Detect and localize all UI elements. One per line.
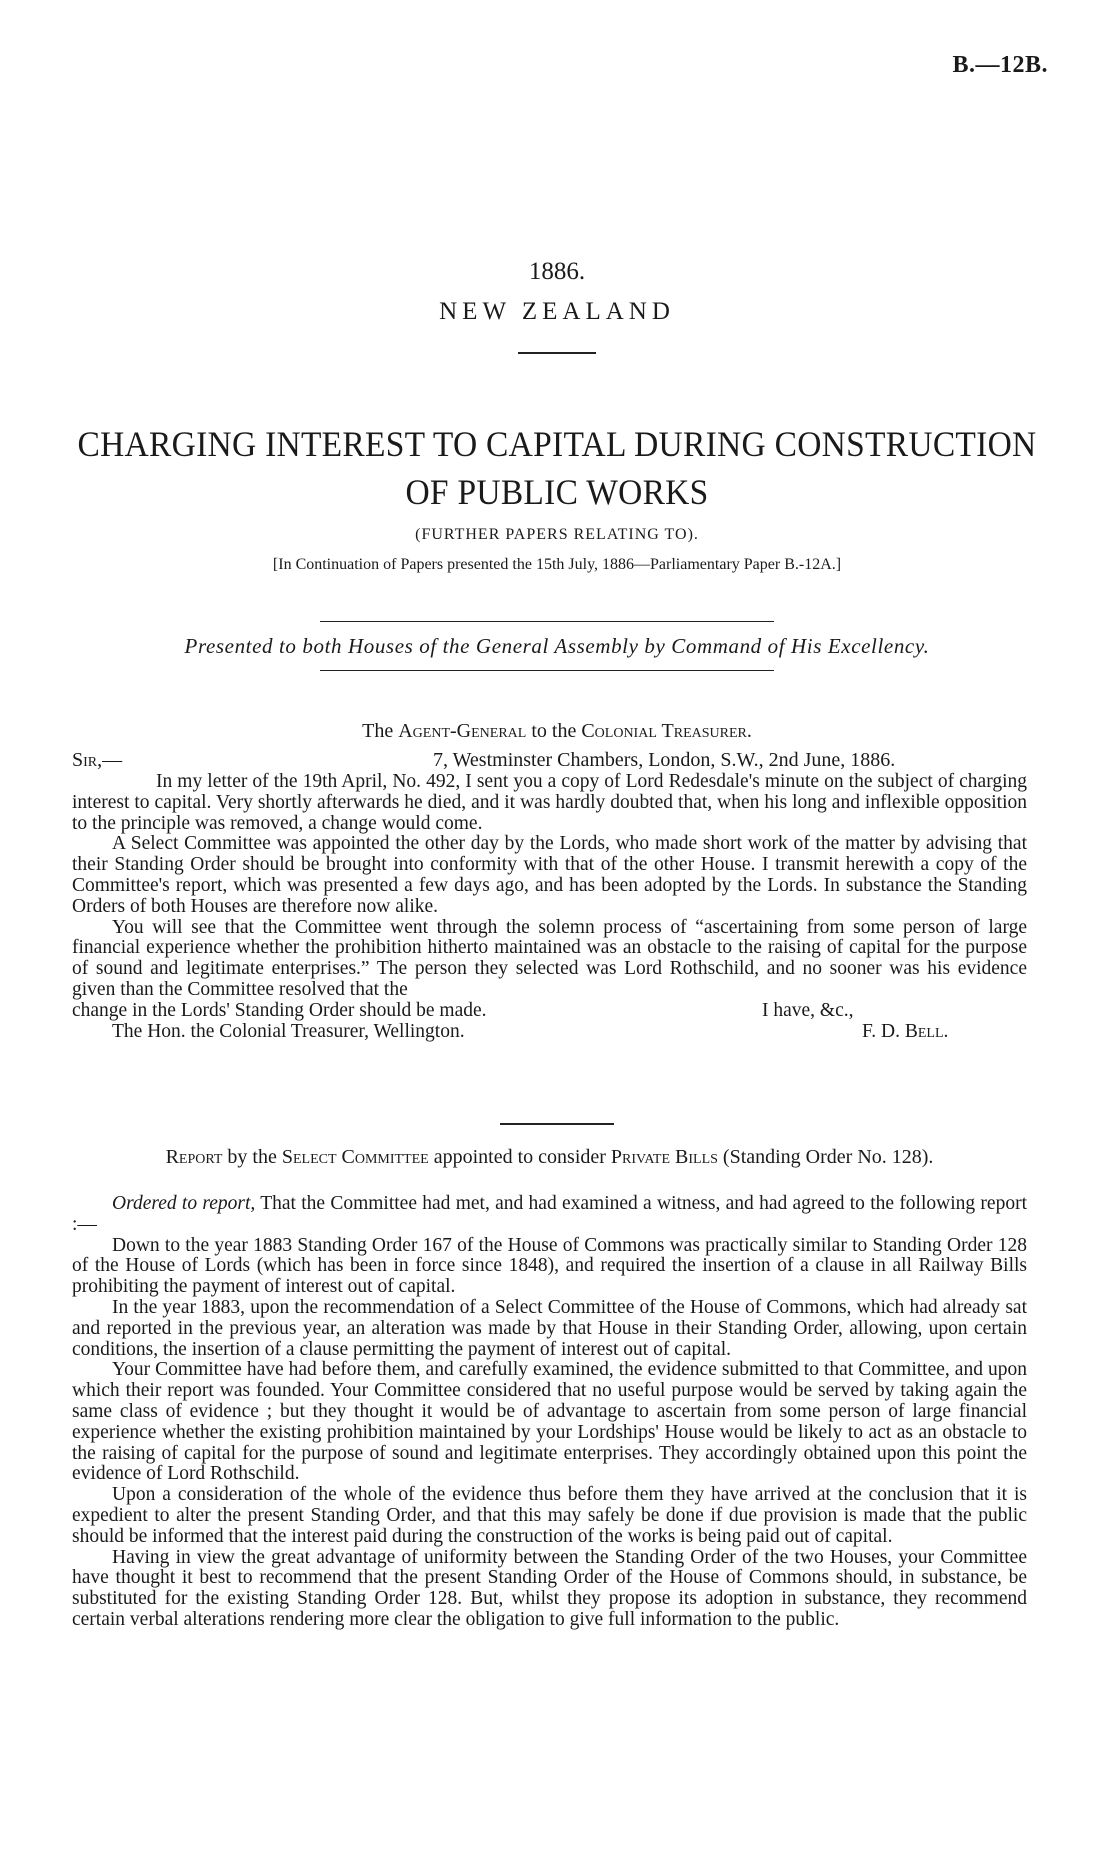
letter-paragraph: A Select Committee was appointed the other day by the Lords, who made short work of the matter by advising that their Standing Order should be brought into conformity with that of the other House. I transmit herewith a copy of the Committee's report, which was presented a few days ago, and has been adopted by the Lords. In substance the Standing Orders of both Houses are therefore now alike.	[72, 833, 1027, 917]
report-paragraph: Having in view the great advantage of uniformity between the Standing Order of the two Houses, your Committee have thought it best to recommend that the present Standing Order of the House of Commons should, in substance, be substituted for the existing Standing Order 128. But, whilst they propose its adoption in substance, they recommend certain verbal alterations rendering more clear the obligation to give full information to the public.	[72, 1546, 1027, 1630]
report-heading-by: by the	[227, 1146, 277, 1168]
report-paragraph: In the year 1883, upon the recommendation of a Select Committee of the House of Commons, which had already sat and reported in the previous year, an alteration was made by that House in their Standing Order, allowing, upon certain conditions, the insertion of a clause permitting the payment of interest out of capital.	[72, 1296, 1027, 1360]
document-title	[39, 420, 1075, 516]
document-year: 1886.	[528, 258, 586, 285]
report-heading-end: (Standing Order No. 128).	[722, 1146, 934, 1168]
closing-phrase: I have, &c.,	[762, 999, 854, 1021]
ordered-italic: Ordered to report,	[112, 1193, 256, 1214]
report-body	[72, 1194, 1027, 1631]
letter-addressee: The Hon. the Colonial Treasurer, Wellington.	[112, 1020, 465, 1042]
letter-signature: F. D. Bell.	[862, 1020, 949, 1042]
letter-sender: Agent-General	[398, 720, 527, 742]
report-paragraph: Your Committee have had before them, and carefully examined, the evidence submitted to that Committee, and upon which their report was founded. Your Committee considered that no useful purpose would be served by taking again the same class of evidence ; but they thought it would be of advantage to ascertain from some person of large financial experience whether the existing prohibition maintained by your Lordships' House would be likely to act as an obstacle to the raising of capital for the purpose of sound and legitimate enterprises. They accordingly obtained upon this point the evidence of Lord Rothschild.	[72, 1359, 1027, 1485]
report-heading-word: Report	[165, 1146, 223, 1168]
letter-salutation: Sir,—	[72, 749, 123, 771]
letter-paragraph: You will see that the Committee went through the solemn process of “ascertaining from some person of large financial experience whether the prohibition hitherto maintained was an obstacle to the raising of capital for the purpose of sound and legitimate enterprises.” The person they selected was Lord Rothschild, and no sooner was his evidence given than the Committee resolved that the	[72, 916, 1027, 1000]
continuation-note: [In Continuation of Papers presented the 15th July, 1886—Parliamentary Paper B.-12A.]	[272, 556, 842, 573]
closing-row	[72, 1001, 1027, 1022]
report-paragraph: Down to the year 1883 Standing Order 167 of the House of Commons was practically similar to Standing Order 128 of the House of Lords (which has been in force since 1848), and required the insertion of a clause in all Railway Bills prohibiting the payment of interest out of capital.	[72, 1234, 1027, 1298]
divider-rule	[320, 670, 774, 671]
letter-address: 7, Westminster Chambers, London, S.W., 2nd June, 1886.	[433, 749, 896, 771]
report-heading-mid: appointed to consider	[433, 1146, 606, 1168]
title-line-2: OF PUBLIC WORKS	[405, 472, 709, 512]
divider-rule	[518, 352, 596, 354]
page-reference: B.—12B.	[952, 52, 1048, 78]
letter-heading-to: to the	[531, 720, 577, 742]
country-heading: NEW ZEALAND	[439, 298, 675, 325]
divider-rule	[500, 1123, 614, 1125]
report-heading	[72, 1147, 1027, 1168]
closing-line: change in the Lords' Standing Order should be made.	[72, 999, 487, 1021]
signature-row	[72, 1022, 1027, 1043]
letter-body	[72, 772, 1027, 1043]
ordered-rest: That the Committee had met, and had examined a witness, and had agreed to the following report :—	[72, 1193, 1027, 1235]
presented-statement: Presented to both Houses of the General Assembly by Command of His Excellency.	[184, 634, 930, 658]
divider-rule	[320, 621, 774, 622]
letter-recipient: Colonial Treasurer.	[581, 720, 752, 742]
document-subtitle: (FURTHER PAPERS RELATING TO).	[415, 526, 699, 543]
report-heading-bills: Private Bills	[610, 1146, 718, 1168]
report-ordered	[72, 1194, 1027, 1236]
letter-heading-the: The	[362, 720, 394, 742]
report-heading-committee: Select Committee	[281, 1146, 429, 1168]
letter-paragraph: In my letter of the 19th April, No. 492, I sent you a copy of Lord Redesdale's minute on the subject of charging interest to capital. Very shortly afterwards he died, and it was hardly doubted that, when his long and inflexible opposition to the principle was removed, a change would come.	[72, 771, 1027, 834]
title-line-1: CHARGING INTEREST TO CAPITAL DURING CONSTRUCTION	[77, 424, 1037, 464]
letter-heading	[0, 720, 1114, 743]
report-paragraph: Upon a consideration of the whole of the evidence thus before them they have arrived at the conclusion that it is expedient to alter the present Standing Order, and that this may safely be done if due provision is made that the public should be informed that the interest paid during the construction of the works is being paid out of capital.	[72, 1484, 1027, 1547]
